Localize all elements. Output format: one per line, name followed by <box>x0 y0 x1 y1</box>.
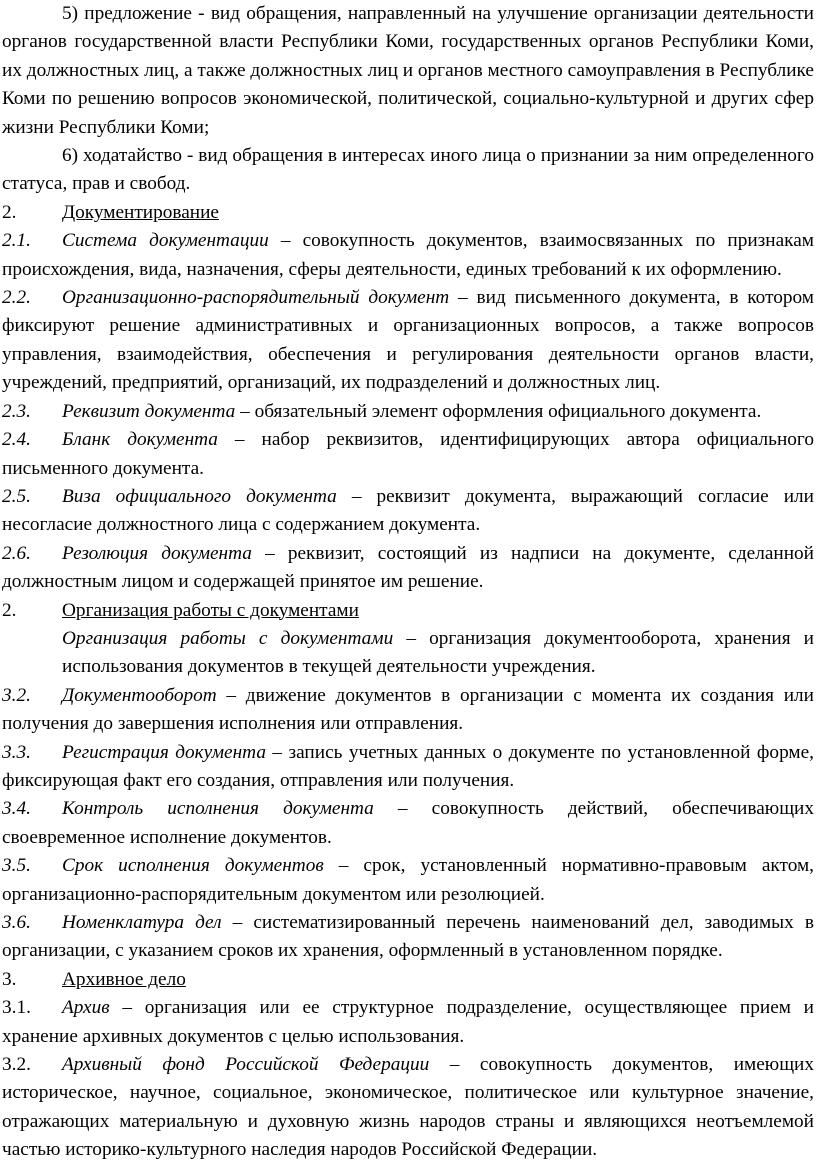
definition-term: Архивный фонд Российской Федерации <box>62 1054 430 1076</box>
definition-number: 3.2. <box>2 684 31 706</box>
definition-number: 2.3. <box>2 400 31 422</box>
definition-term: Организационно-распорядительный документ <box>62 287 450 309</box>
definition-text: – набор реквизитов, идентифицирующих автора официального письменного документа. <box>2 429 814 479</box>
definition-2-2 <box>2 284 814 398</box>
definition-number: 3.2. <box>2 1054 31 1076</box>
definition-text: – обязательный элемент оформления официального документа. <box>235 400 762 422</box>
section-number: 3. <box>2 968 17 990</box>
definition-term: Реквизит документа <box>62 400 236 422</box>
paragraph-item-6: 6) ходатайство - вид обращения в интересах иного лица о признании за ним определенного статуса, прав и свобод. <box>2 145 814 195</box>
section-number: 2. <box>2 201 17 223</box>
definition-text: – организация или ее структурное подразделение, осуществляющее прием и хранение архивных документов с целью использования. <box>2 997 814 1047</box>
definition-number: 2.5. <box>2 485 31 507</box>
definition-term: Виза официального документа <box>62 485 337 507</box>
section-number: 2. <box>2 599 17 621</box>
definition-3-4 <box>2 795 814 852</box>
definition-text: – срок, установленный нормативно-правовым актом, организационно-распорядительным документом или резолюцией. <box>2 855 814 905</box>
definition-text: – совокупность документов, взаимосвязанных по признакам происхождения, вида, назначения, сферы деятельности, единых требований к их оформлению. <box>2 230 814 280</box>
definition-term: Номенклатура дел <box>62 912 222 933</box>
definition-doc-mgmt-first <box>2 625 814 682</box>
definition-number: 3.1. <box>2 997 31 1019</box>
definition-number: 3.3. <box>2 741 31 763</box>
section-heading-archives <box>2 966 814 994</box>
definition-number: 2.1. <box>2 230 31 252</box>
section-heading-document-management <box>2 597 814 625</box>
definition-number: 2.6. <box>2 542 31 564</box>
definition-2-6 <box>2 540 814 597</box>
definition-3-5 <box>2 852 814 909</box>
definition-text: – реквизит документа, выражающий согласие или несогласие должностного лица с содержанием документа. <box>2 485 814 536</box>
definition-term: Система документации <box>62 230 269 252</box>
definition-2-1 <box>2 227 814 284</box>
definition-text: – организация документооборота, хранения и использования документов в текущей деятельности учреждения. <box>62 627 814 678</box>
definition-text: – запись учетных данных о документе по установленной форме, фиксирующая факт его создания, отправления или получения. <box>2 741 814 791</box>
paragraph-item-5: 5) предложение - вид обращения, направленный на улучшение организации деятельности органов государственной власти Республики Коми, государственных органов Республики Коми, их должностных лиц, а также должностных лиц и органов местного самоуправления в Республике Коми по решению вопросов экономической, политической, социально-культурной и других сфер жизни Республики Коми; <box>2 3 814 138</box>
definition-3-3 <box>2 739 814 796</box>
document-page <box>2 0 814 1165</box>
section-title: Документирование <box>62 201 219 223</box>
definition-number: 2.4. <box>2 429 31 451</box>
definition-text: – систематизированный перечень наименований дел, заводимых в организации, с указанием сроков их хранения, оформленный в установленном порядке. <box>2 912 814 962</box>
definition-number: 3.4. <box>2 798 31 820</box>
definition-archive-2 <box>2 1051 814 1165</box>
definition-term: Контроль исполнения документа <box>62 798 374 820</box>
definition-archive-1 <box>2 994 814 1051</box>
definition-term: Документооборот <box>62 684 217 706</box>
definition-term: Архив <box>62 997 110 1019</box>
section-title: Организация работы с документами <box>62 599 359 621</box>
definition-2-3 <box>2 398 814 426</box>
definition-number: 2.2. <box>2 287 31 309</box>
definition-3-6 <box>2 909 814 966</box>
definition-text: – движение документов в организации с момента их создания или получения до завершения исполнения или отправления. <box>2 684 814 735</box>
section-title: Архивное дело <box>62 968 186 990</box>
definition-term: Регистрация документа <box>62 741 266 763</box>
definition-number: 3.6. <box>2 912 31 933</box>
definition-2-4 <box>2 426 814 483</box>
definition-text: – совокупность документов, имеющих историческое, научное, социальное, экономическое, политическое или культурное значение, отражающих материальную и духовную жизнь народов страны и являющихся неотъемлемой частью историко-культурного наследия народов Российской Федерации. <box>2 1054 814 1161</box>
definition-term: Бланк документа <box>62 429 218 451</box>
definition-term: Организация работы с документами <box>62 627 394 649</box>
definition-number <box>2 625 62 653</box>
definition-number: 3.5. <box>2 855 31 877</box>
definition-text: – вид письменного документа, в котором фиксируют решение административных и организационных вопросов, а также вопросов управления, взаимодействия, обеспечения и регулирования деятельности органов власти, учреждений, предприятий, организаций, их подразделений и должностных лиц. <box>2 287 815 394</box>
definition-3-2 <box>2 682 814 739</box>
definition-term: Резолюция документа <box>62 542 252 564</box>
definition-term: Срок исполнения документов <box>62 855 324 877</box>
definition-text: – реквизит, состоящий из надписи на документе, сделанной должностным лицом и содержащей принятое им решение. <box>2 542 814 593</box>
definition-text: – совокупность действий, обеспечивающих своевременное исполнение документов. <box>2 798 814 848</box>
section-heading-documentation <box>2 199 814 227</box>
definition-2-5 <box>2 483 814 540</box>
